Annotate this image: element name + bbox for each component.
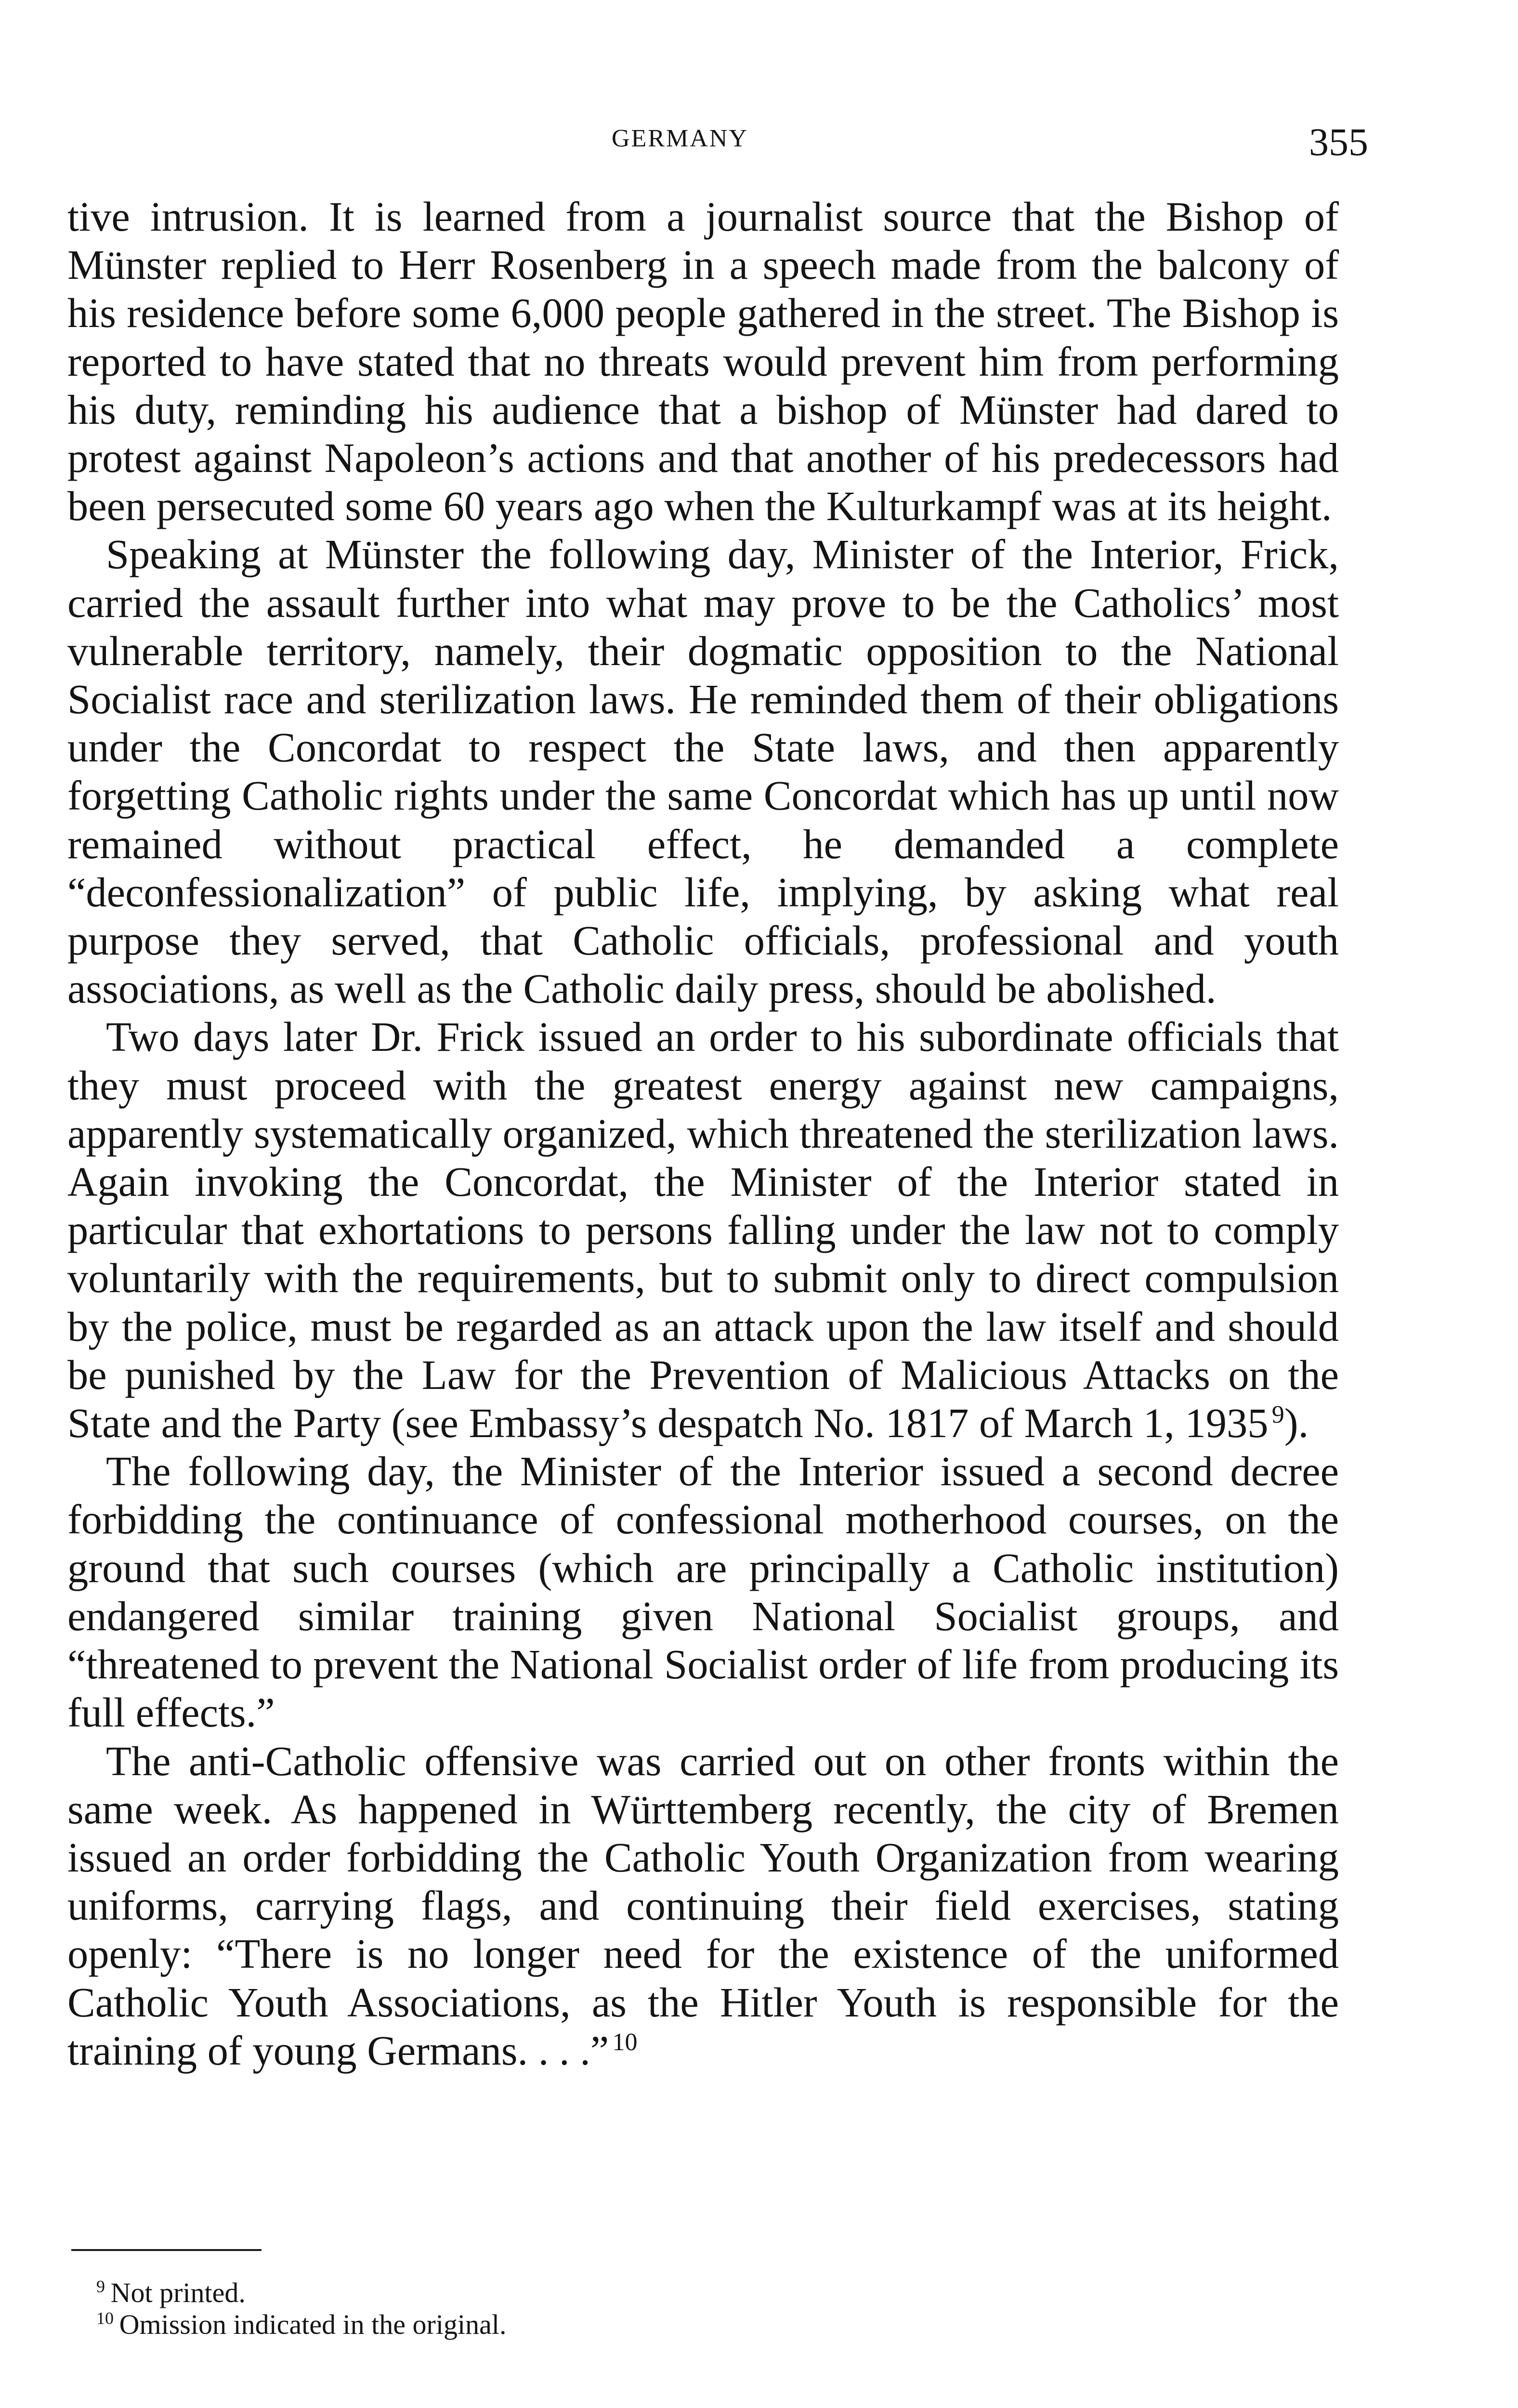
footnote-mark: 9 (96, 2277, 105, 2296)
paragraph-2 (67, 530, 1339, 1013)
paragraph-4 (67, 1447, 1339, 1737)
footnote-divider (71, 2249, 262, 2251)
footnote-text: Omission indicated in the original. (119, 2309, 507, 2340)
body-text (67, 193, 1339, 2075)
running-header (0, 119, 1518, 163)
footnote-text: Not printed. (110, 2277, 246, 2308)
footnote-mark: 10 (96, 2308, 114, 2328)
paragraph-1-text: tive intrusion. It is learned from a journalist source that the Bishop of Münster replied to Herr Rosenberg in a speech made from the balcony of his residence before some 6,000 people gathered in the street. The Bishop is reported to have stated that no threats would prevent him from performing his duty, reminding his audience that a bishop of Münster had dared to protest against Napoleon’s actions and that another of his predecessors had been persecuted some 60 years ago when the Kulturkampf was at its height. (67, 194, 1339, 530)
paragraph-3-tail: ). (1284, 1400, 1309, 1447)
paragraph-5-text: The anti-Catholic offensive was carried out on other fronts within the same week. As happened in Württemberg recently, the city of Bremen issued an order forbidding the Catholic Youth Organization from wearing uniforms, carrying flags, and continuing their field exercises, stating openly: “There is no longer need for the existence of the uniformed Catholic Youth Associations, as the Hitler Youth is responsible for the training of young Germans. . . .” (67, 1738, 1339, 2074)
paragraph-3 (67, 1013, 1339, 1447)
footnote-ref-10: 10 (612, 2028, 638, 2056)
footnote-10 (96, 2309, 1252, 2341)
footnote-ref-9: 9 (1271, 1401, 1284, 1429)
paragraph-4-text: The following day, the Minister of the Interior issued a second decree forbidding the continuance of confessional motherhood courses, on the ground that such courses (which are principally a Catholic institution) endangered similar training given National Socialist groups, and “threatened to prevent the National Socialist order of life from producing its full effects.” (67, 1448, 1339, 1736)
page-number: 355 (1309, 120, 1368, 164)
footnote-9 (96, 2277, 1252, 2309)
running-title: GERMANY (612, 125, 748, 152)
paragraph-2-text: Speaking at Münster the following day, Minister of the Interior, Frick, carried the assault further into what may prove to be the Catholics’ most vulnerable territory, namely, their dogmatic opposition to the National Socialist race and sterilization laws. He reminded them of their obligations under the Concordat to respect the State laws, and then apparently forgetting Catholic rights under the same Concordat which has up until now remained without practical effect, he demanded a complete “deconfessionalization” of public life, implying, by asking what real purpose they served, that Catholic officials, professional and youth associations, as well as the Catholic daily press, should be abolished. (67, 531, 1339, 1012)
paragraph-3-text: Two days later Dr. Frick issued an order to his subordinate officials that they must proceed with the greatest energy against new campaigns, apparently systematically organized, which threatened the sterilization laws. Again invoking the Concordat, the Minister of the Interior stated in particular that exhortations to persons falling under the law not to comply voluntarily with the requirements, but to submit only to direct compulsion by the police, must be regarded as an attack upon the law itself and should be punished by the Law for the Prevention of Malicious Attacks on the State and the Party (see Embassy’s despatch No. 1817 of March 1, 1935 (67, 1014, 1339, 1447)
footnotes (96, 2277, 1252, 2341)
paragraph-5 (67, 1737, 1339, 2075)
paragraph-1 (67, 193, 1339, 530)
